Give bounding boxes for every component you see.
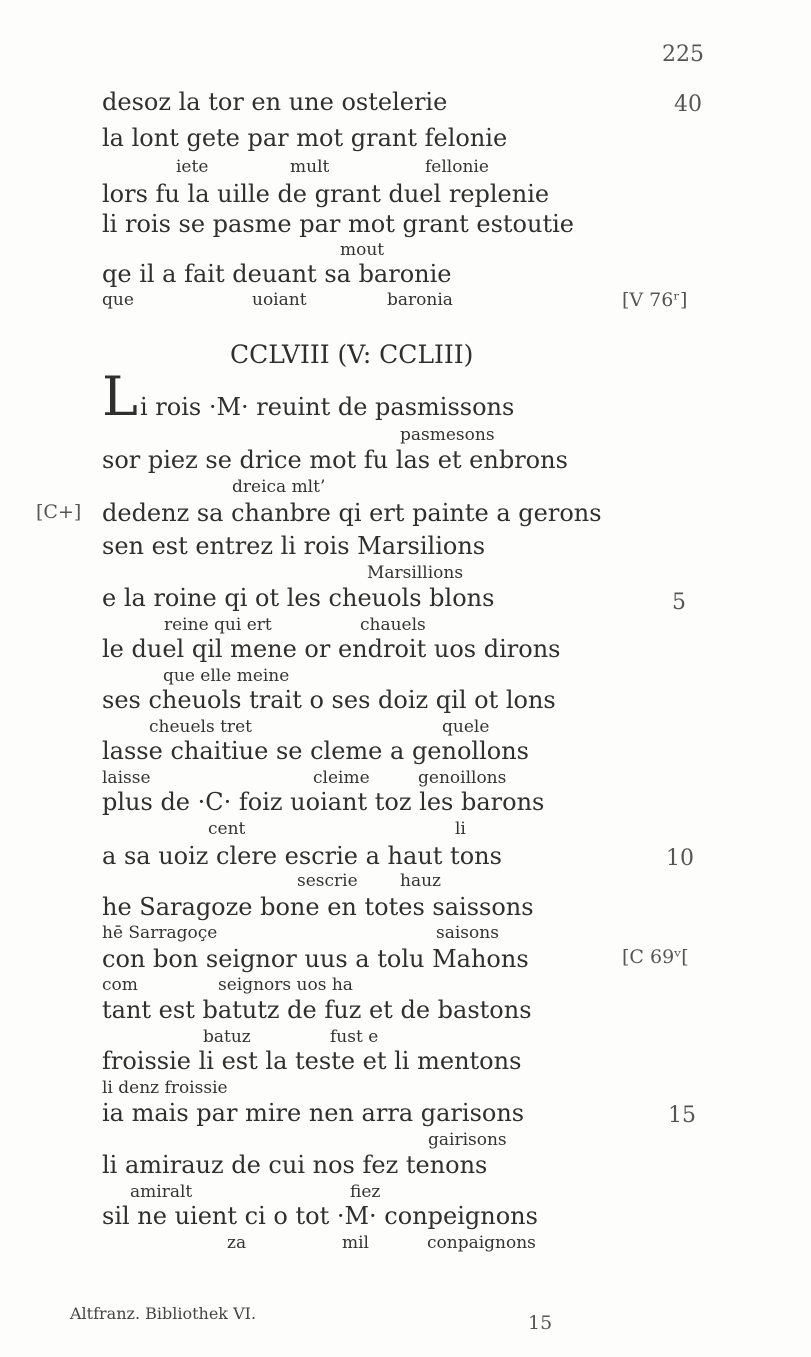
verse-line: con bon seignor uus a tolu Mahons <box>102 945 529 973</box>
verse-line: dedenz sa chanbre qi ert painte a gerons <box>102 499 602 527</box>
verse-line: ses cheuols trait o ses doiz qil ot lons <box>102 686 556 714</box>
verse-line: ia mais par mire nen arra garisons <box>102 1099 525 1127</box>
verse-line: qe il a fait deuant sa baronie <box>102 260 452 288</box>
variant-reading: mout <box>340 240 385 260</box>
variant-reading: que <box>102 290 134 310</box>
verse-line: sor piez se drice mot fu las et enbrons <box>102 446 568 474</box>
verse-line: lors fu la uille de grant duel replenie <box>102 180 550 208</box>
variant-reading: amiralt <box>130 1182 193 1202</box>
variant-reading: uoiant <box>252 290 307 310</box>
variant-reading: gairisons <box>428 1130 507 1150</box>
line-number: 40 <box>674 92 702 117</box>
variant-reading: cleime <box>313 768 370 788</box>
section-heading: CCLVIII (V: CCLIII) <box>230 340 474 369</box>
line-number: 5 <box>672 590 686 615</box>
variant-reading: cent <box>208 819 246 839</box>
variant-reading: laisse <box>102 768 151 788</box>
variant-reading: saisons <box>436 923 499 943</box>
manuscript-folio-ref: [V 76ʳ] <box>622 289 688 311</box>
verse-line: tant est batutz de fuz et de bastons <box>102 996 532 1024</box>
variant-reading: com <box>102 975 138 995</box>
verse-line: lasse chaitiue se cleme a genollons <box>102 737 529 765</box>
verse-line: plus de ·C· foiz uoiant toz les barons <box>102 788 545 816</box>
verse-line: sil ne uient ci o tot ·M· conpeignons <box>102 1202 538 1230</box>
variant-reading: baronia <box>387 290 453 310</box>
verse-line: la lont gete par mot grant felonie <box>102 124 508 152</box>
variant-reading: za <box>227 1233 247 1253</box>
signature-mark: 15 <box>528 1312 553 1334</box>
variant-reading: pasmesons <box>400 425 495 445</box>
page-number: 225 <box>662 42 704 67</box>
variant-reading: Marsillions <box>367 563 464 583</box>
variant-reading: cheuels tret <box>149 717 252 737</box>
variant-reading: mil <box>342 1233 369 1253</box>
variant-reading: sescrie <box>297 871 358 891</box>
verse-line: e la roine qi ot les cheuols blons <box>102 584 495 612</box>
drop-cap: L <box>102 365 138 428</box>
variant-reading: dreica mlt’ <box>232 477 326 497</box>
variant-reading: chauels <box>360 615 426 635</box>
variant-reading: li denz froissie <box>102 1078 228 1098</box>
verse-line: desoz la tor en une ostelerie <box>102 88 448 116</box>
variant-reading: fust e <box>330 1027 379 1047</box>
manuscript-folio-ref: [C 69ᵛ[ <box>622 946 689 968</box>
variant-reading: batuz <box>203 1027 251 1047</box>
verse-line: he Saragoze bone en totes saissons <box>102 893 534 921</box>
verse-line: i rois ·M· reuint de pasmissons <box>140 393 515 421</box>
verse-line: sen est entrez li rois Marsilions <box>102 532 486 560</box>
variant-reading: conpaignons <box>427 1233 536 1253</box>
variant-reading: fiez <box>350 1182 381 1202</box>
line-number: 10 <box>666 846 694 871</box>
variant-reading: reine qui ert <box>164 615 272 635</box>
line-number: 15 <box>668 1103 696 1128</box>
variant-reading: genoillons <box>418 768 507 788</box>
manuscript-marker: [C+] <box>36 501 82 523</box>
variant-reading: fellonie <box>425 157 489 177</box>
book-series-footer: Altfranz. Bibliothek VI. <box>70 1304 257 1323</box>
variant-reading: iete <box>176 157 209 177</box>
variant-reading: hauz <box>400 871 441 891</box>
verse-line: a sa uoiz clere escrie a haut tons <box>102 842 502 870</box>
variant-reading: li <box>455 819 466 839</box>
variant-reading: mult <box>290 157 330 177</box>
verse-line: li rois se pasme par mot grant estoutie <box>102 210 574 238</box>
variant-reading: quele <box>442 717 490 737</box>
verse-line: li amirauz de cui nos fez tenons <box>102 1151 488 1179</box>
verse-line: froissie li est la teste et li mentons <box>102 1047 522 1075</box>
variant-reading: que elle meine <box>163 666 290 686</box>
verse-line: le duel qil mene or endroit uos dirons <box>102 635 561 663</box>
variant-reading: hē Sarragoçe <box>102 923 218 943</box>
variant-reading: seignors uos ha <box>218 975 353 995</box>
